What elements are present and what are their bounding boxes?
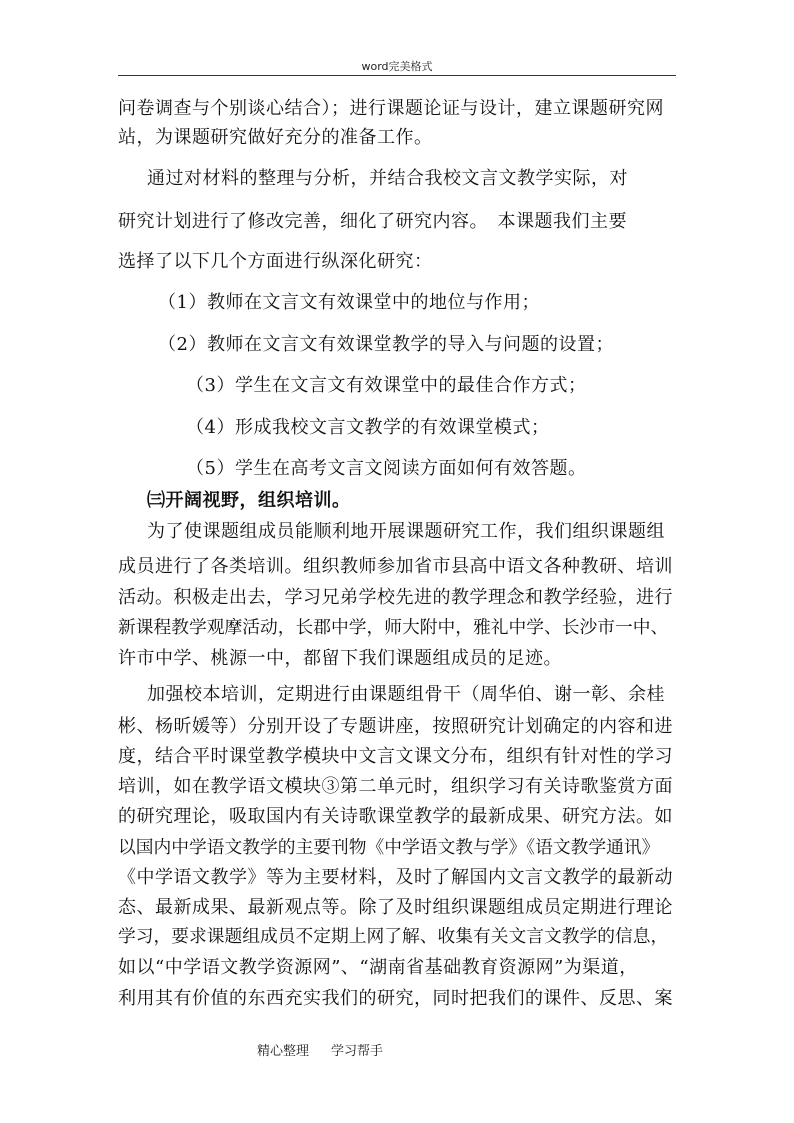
list-item: （5）学生在高考文言文阅读方面如何有效答题。: [186, 458, 587, 479]
footer-left-text: 精心整理: [257, 1044, 310, 1059]
section-heading: ㈢开阔视野，组织培训。: [147, 490, 351, 511]
text-line: 许市中学、桃源一中，都留下我们课题组成员的足迹。: [118, 648, 562, 669]
text-line: 态、最新成果、最新观点等。除了及时组织课题组成员定期进行理论: [118, 897, 673, 918]
text-line: 以国内中学语文教学的主要刊物《中学语文教与学》《语文教学通讯》: [118, 838, 660, 858]
text-line: 度，结合平时课堂教学模块中文言文课文分布，组织有针对性的学习: [118, 746, 673, 767]
text-line: 为了使课题组成员能顺利地开展课题研究工作，我们组织课题组: [147, 521, 665, 542]
text-line: 问卷调查与个别谈心结合）；进行课题论证与设计，建立课题研究网: [118, 98, 664, 119]
list-item: （3）学生在文言文有效课堂中的最佳合作方式；: [186, 375, 587, 396]
page-header: word完美格式: [361, 60, 433, 73]
list-item: （4）形成我校文言文教学的有效课堂模式；: [186, 417, 550, 438]
text-line: 选择了以下几个方面进行纵深化研究：: [118, 251, 433, 272]
text-line: 新课程教学观摩活动，长郡中学，师大附中，雅礼中学、长沙市一中、: [118, 618, 669, 638]
text-line: 加强校本培训，定期进行由课题组骨干（周华伯、谢一彰、余桂: [147, 684, 665, 705]
text-line: 如以“中学语文教学资源网”、“湖南省基础教育资源网”为渠道，: [118, 957, 638, 978]
text-line: 研究计划进行了修改完善，细化了研究内容。 本课题我们主要: [118, 211, 627, 232]
text-line: 成员进行了各类培训。组织教师参加省市县高中语文各种教研、培训: [118, 556, 673, 577]
footer-right-text: 学习帮手: [331, 1044, 384, 1059]
text-line: 活动。积极走出去，学习兄弟学校先进的教学理念和教学经验，进行: [118, 587, 673, 608]
text-line: 通过对材料的整理与分析，并结合我校文言文教学实际，对: [147, 168, 628, 189]
list-item: （1）教师在文言文有效课堂中的地位与作用；: [158, 292, 540, 313]
list-item: （2）教师在文言文有效课堂教学的导入与问题的设置；: [158, 334, 614, 355]
text-line: 学习，要求课题组成员不定期上网了解、收集有关文言文教学的信息，: [118, 927, 669, 947]
text-line: 利用其有价值的东西充实我们的研究，同时把我们的课件、反思、案: [118, 988, 673, 1009]
text-line: 彬、杨昕媛等）分别开设了专题讲座，按照研究计划确定的内容和进: [118, 716, 673, 737]
page-footer: [257, 1040, 383, 1059]
text-line: 培训，如在教学语文模块③第二单元时，组织学习有关诗歌鉴赏方面: [118, 776, 673, 797]
text-line: 站，为课题研究做好充分的准备工作。: [118, 127, 433, 148]
header-divider: [118, 75, 676, 76]
text-line: 的研究理论，吸取国内有关诗歌课堂教学的最新成果、研究方法。如: [118, 806, 673, 827]
text-line: 《中学语文教学》等为主要材料，及时了解国内文言文教学的最新动: [118, 867, 673, 888]
